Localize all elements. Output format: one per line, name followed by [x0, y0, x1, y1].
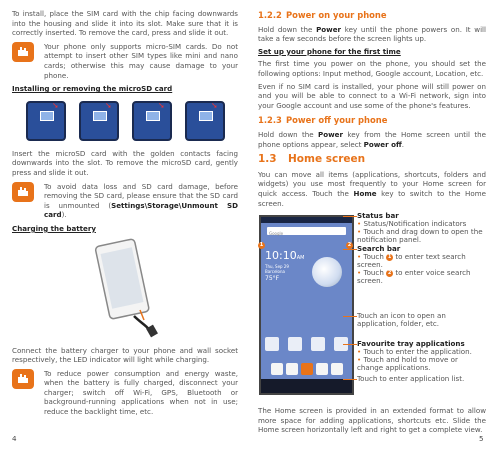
phone-back-image-3: ➘ — [132, 101, 172, 141]
phone-date: Thu, Sep 29 — [265, 263, 289, 269]
charging-illustration — [12, 238, 238, 338]
search-bar-callout: Search bar • Touch 1 to enter text search screen. • Touch 2 to enter voice search screen. — [357, 245, 486, 285]
phone-status-bar — [261, 217, 352, 223]
warning-hand-icon — [12, 182, 34, 202]
home-screen-figure — [258, 212, 486, 400]
home-screen-heading: 1.3 Home screen — [258, 153, 366, 166]
home-screen-text: You can move all items (applications, shortcuts, folders and widgets) you use most frequently to your Home screen for quick access. Touch the Home key to switch to the Home screen. — [258, 169, 486, 208]
sd-warning-text: To avoid data loss and SD card damage, before removing the SD card, please ensure that the SD card is unmounted (Settings\Storage\Unmount SD card). — [44, 181, 238, 220]
phone-back-image-1: ➘ — [26, 101, 66, 141]
sim-warning — [12, 42, 238, 80]
callout-1: 1 — [259, 242, 264, 249]
phone-search-bar: Google — [267, 227, 346, 235]
warning-hand-icon — [12, 369, 34, 389]
phone-temp: 75°F — [265, 274, 280, 282]
phone-city: Barcelona — [265, 268, 285, 274]
phone-back-image-4: ➘ — [185, 101, 225, 141]
power-on-heading: 1.2.2 Power on your phone — [258, 10, 387, 20]
charging-text: Connect the battery charger to your phone and wall socket respectively, the LED indicator will light while charging. — [12, 345, 238, 365]
warning-hand-icon — [12, 42, 34, 62]
callout-2: 2 — [347, 242, 352, 249]
page-number-right: 5 — [479, 434, 484, 443]
first-time-heading: Set up your phone for the first time — [258, 46, 401, 56]
phone-clock: 10:10AM — [265, 249, 305, 263]
left-page — [12, 9, 238, 421]
phone-back-image-2: ➘ — [79, 101, 119, 141]
power-off-text: Hold down the Power key from the Home screen until the phone options appear, select Power off. — [258, 129, 486, 149]
power-off-heading: 1.2.3 Power off your phone — [258, 115, 388, 126]
settings-path: Settings\Storage\Unmount SD card — [44, 200, 238, 220]
microsd-text: Insert the microSD card with the golden contacts facing downwards into the slot. To remove the microSD card, gently press and slide it out. — [12, 148, 238, 177]
page-number-left: 4 — [12, 434, 17, 443]
phone-favourite-tray — [261, 363, 352, 375]
microsd-illustration — [26, 99, 226, 143]
favourite-tray-callout: Favourite tray applications • Touch to enter the application. • Touch and hold to move or change applications. — [357, 340, 486, 372]
sd-warning — [12, 182, 238, 220]
phone-home-screen — [259, 215, 354, 395]
status-bar-callout: Status bar • Status/Notification indicators • Touch and drag down to open the notification panel. — [357, 212, 486, 244]
moon-icon — [312, 257, 342, 287]
phone-app-icons — [265, 337, 348, 351]
energy-warning-text: To reduce power consumption and energy waste, when the battery is fully charged, disconnect your charger; switch off Wi-Fi, GPS, Bluetooth or background-running applications when not in use; reduce the backlight time, etc. — [44, 368, 238, 417]
touch-icon-callout: Touch an icon to open an application, folder, etc. — [357, 312, 486, 328]
microsd-heading: Installing or removing the microSD card — [12, 84, 173, 94]
charging-heading: Charging the battery — [12, 223, 96, 233]
power-on-text: Hold down the Power key until the phone powers on. It will take a few seconds before the screen lights up. — [258, 24, 486, 44]
right-page — [258, 9, 486, 438]
extended-home-text: The Home screen is provided in an extended format to allow more space for adding applications, shortcuts etc. Slide the Home screen horizontally left and right to get a complete view. — [258, 406, 486, 435]
energy-warning — [12, 369, 238, 417]
app-list-callout: Touch to enter application list. — [357, 375, 464, 383]
sim-warning-text: Your phone only supports micro-SIM cards. Do not attempt to insert other SIM types like mini and nano cards; otherwise this may cause damage to your phone. — [44, 41, 238, 80]
no-sim-text: Even if no SIM card is installed, your phone will still power on and you will be able to connect to a Wi-Fi network, sign into your Google account and use some of the phone's features. — [258, 81, 486, 110]
first-time-text: The first time you power on the phone, you should set the following options: Input method, Google account, Location, etc. — [258, 59, 486, 78]
sim-intro-text: To install, place the SIM card with the chip facing downwards into the housing and slide it into its slot. Make sure that it is correctly inserted. To remove the card, press and slide it out. — [12, 9, 238, 38]
phone-nav-bar — [261, 379, 352, 393]
